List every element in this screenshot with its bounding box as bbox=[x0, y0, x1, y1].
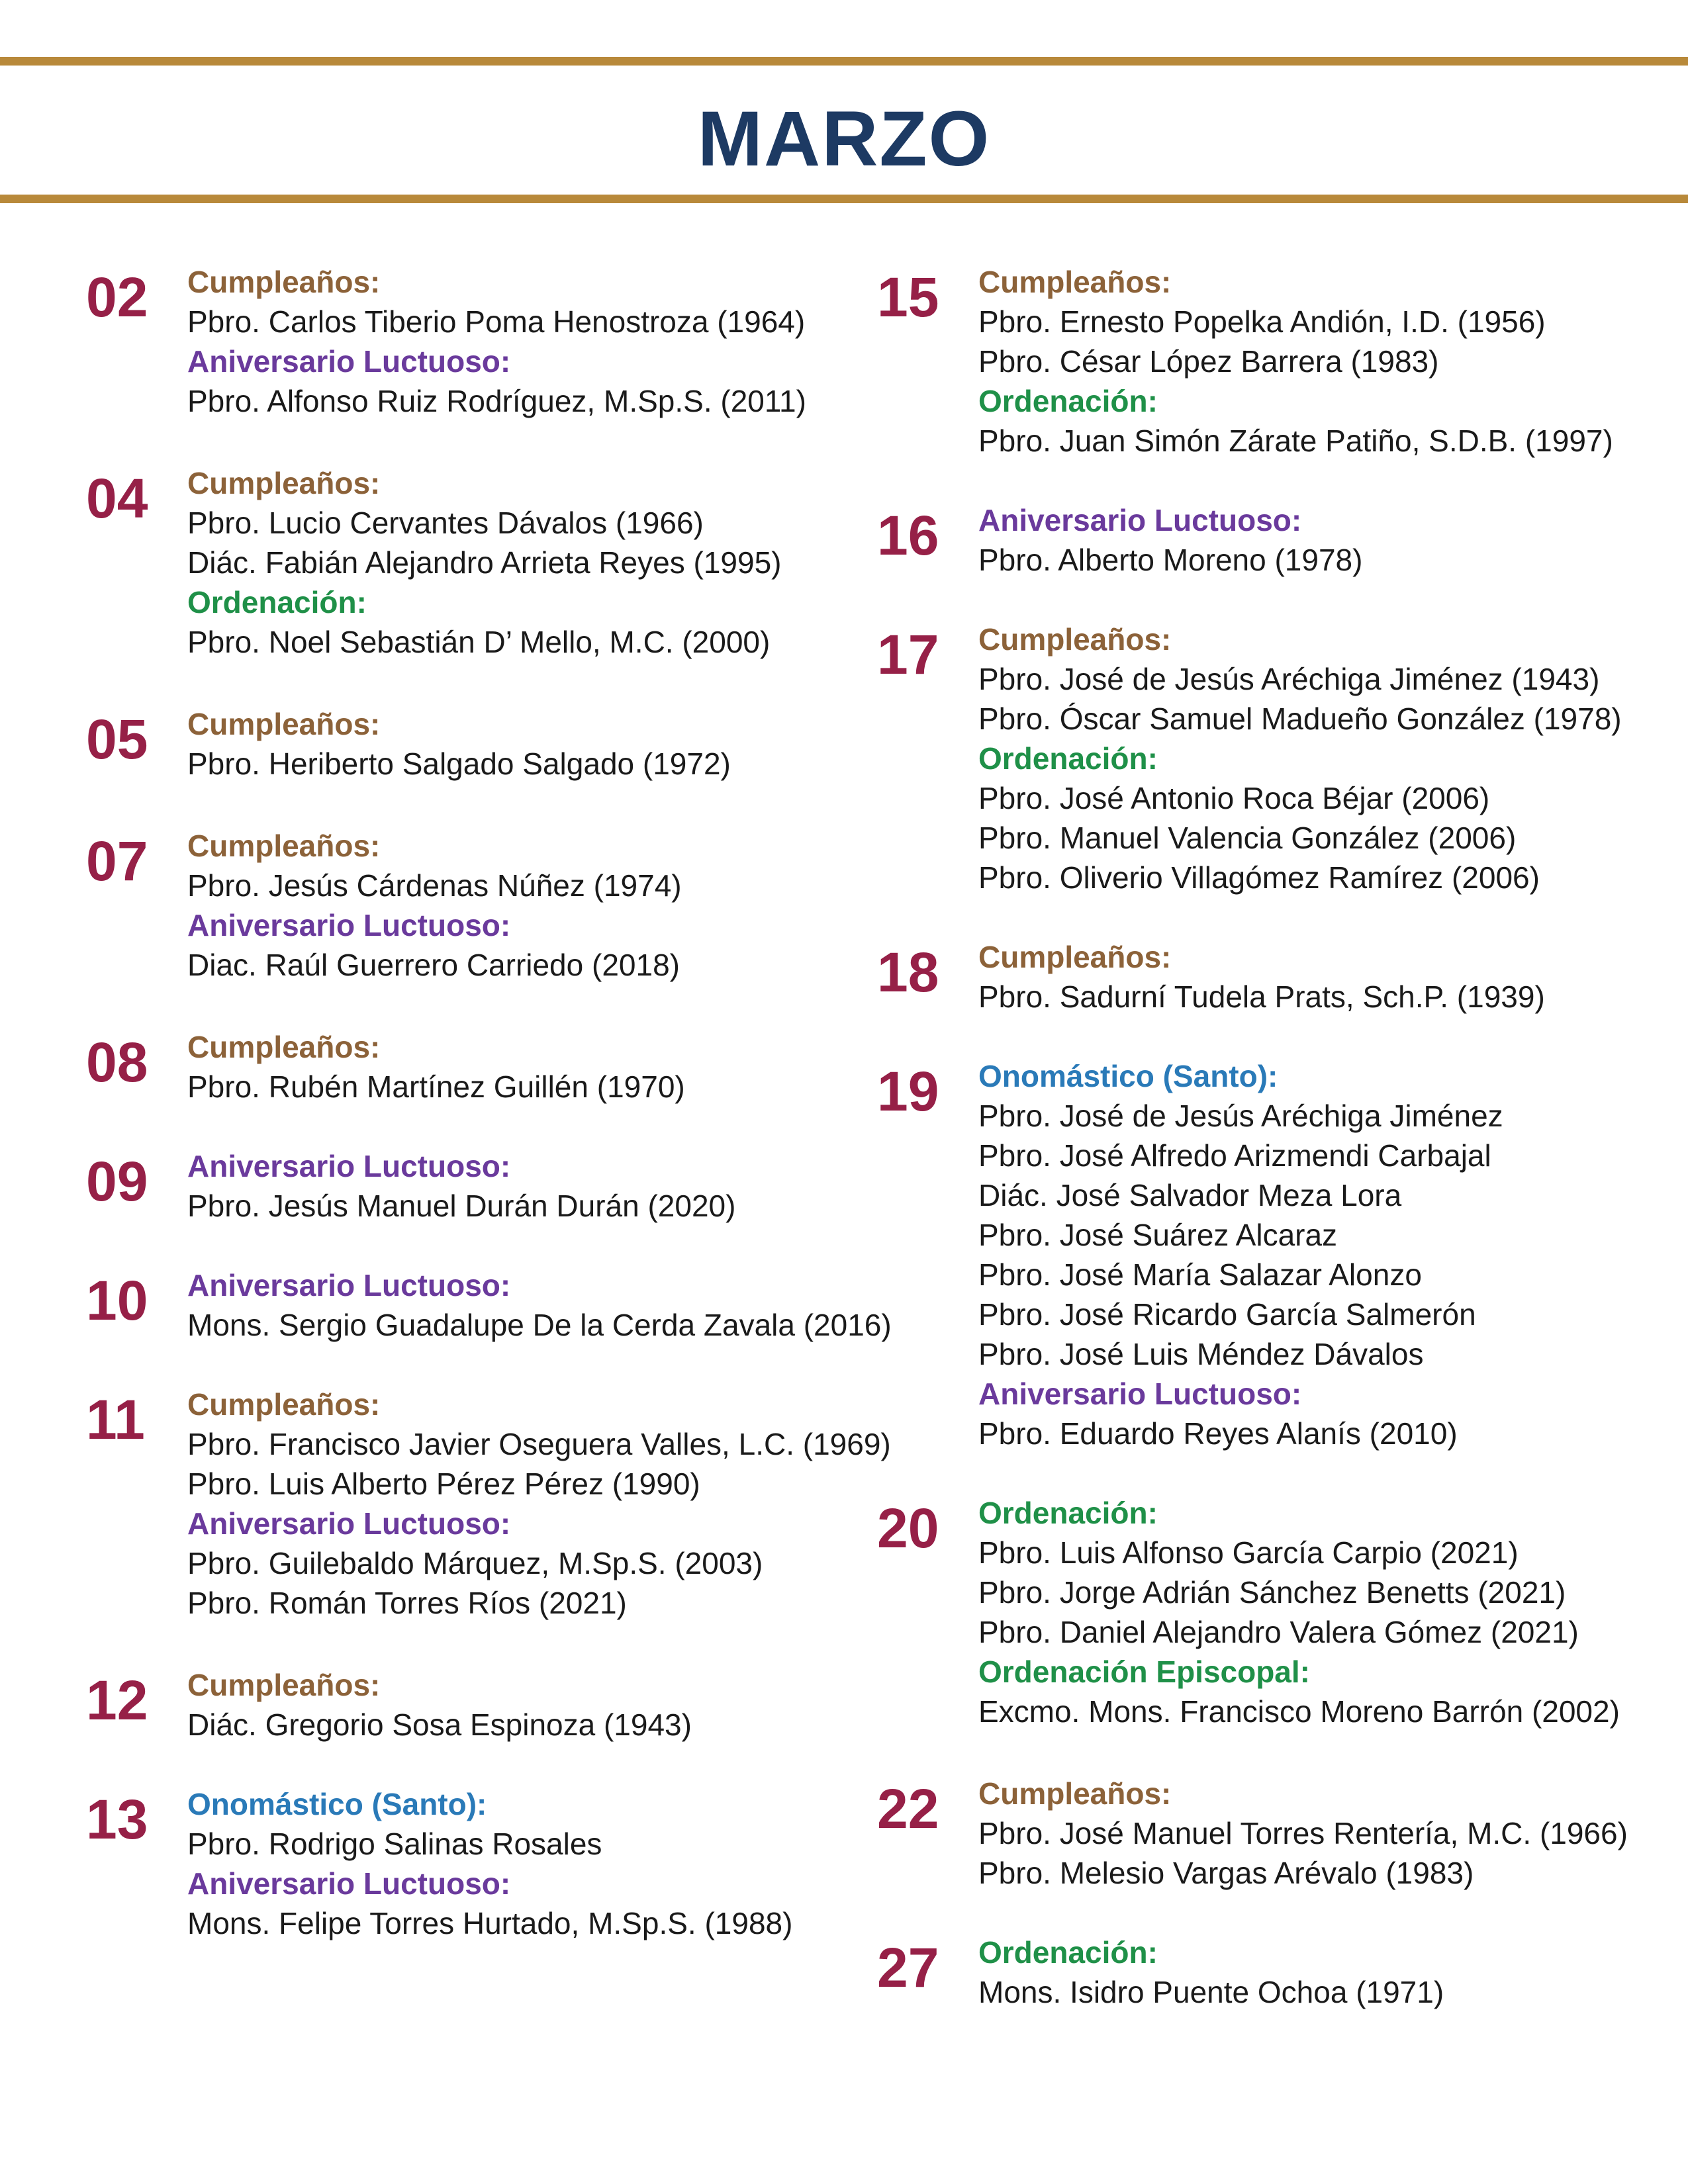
person-name: Pbro. Guilebaldo Márquez, M.Sp.S. (2003) bbox=[187, 1546, 763, 1580]
category-onomastico: Onomástico (Santo): bbox=[187, 1787, 487, 1821]
category-ordenacion: Ordenación: bbox=[978, 384, 1158, 418]
day-number: 12 bbox=[86, 1669, 148, 1731]
person-name: Mons. Isidro Puente Ochoa (1971) bbox=[978, 1975, 1444, 2009]
category-aniversario-luctuoso: Aniversario Luctuoso: bbox=[978, 503, 1302, 537]
person-name: Pbro. Jorge Adrián Sánchez Benetts (2021) bbox=[978, 1575, 1566, 1610]
page-title: MARZO bbox=[697, 95, 991, 183]
category-cumpleanos: Cumpleaños: bbox=[978, 940, 1172, 974]
person-name: Diác. Fabián Alejandro Arrieta Reyes (1995) bbox=[187, 545, 782, 580]
person-name: Pbro. Juan Simón Zárate Patiño, S.D.B. (1997) bbox=[978, 424, 1613, 458]
person-name: Mons. Sergio Guadalupe De la Cerda Zavala (2016) bbox=[187, 1308, 892, 1342]
person-name: Pbro. José Ricardo García Salmerón bbox=[978, 1297, 1476, 1332]
date-entry-27 bbox=[877, 1933, 1671, 2012]
category-ordenacion: Ordenación Episcopal: bbox=[978, 1655, 1310, 1689]
date-entry-10 bbox=[86, 1265, 892, 1345]
category-cumpleanos: Cumpleaños: bbox=[187, 265, 381, 299]
header-top-rule bbox=[0, 57, 1688, 66]
right-column bbox=[877, 262, 1671, 2012]
day-number: 05 bbox=[86, 708, 148, 770]
person-name: Pbro. Oliverio Villagómez Ramírez (2006) bbox=[978, 860, 1540, 895]
header-bottom-rule bbox=[0, 195, 1688, 203]
category-cumpleanos: Cumpleaños: bbox=[187, 1387, 381, 1422]
person-name: Pbro. Francisco Javier Oseguera Valles, L.C. (1969) bbox=[187, 1427, 891, 1461]
person-name: Pbro. Heriberto Salgado Salgado (1972) bbox=[187, 747, 731, 781]
category-cumpleanos: Cumpleaños: bbox=[187, 707, 381, 741]
person-name: Pbro. Manuel Valencia González (2006) bbox=[978, 821, 1517, 855]
day-number: 19 bbox=[877, 1060, 939, 1122]
person-name: Pbro. Luis Alberto Pérez Pérez (1990) bbox=[187, 1467, 700, 1501]
date-entry-07 bbox=[86, 826, 861, 985]
day-number: 16 bbox=[877, 504, 939, 567]
day-number: 13 bbox=[86, 1788, 148, 1850]
person-name: Pbro. Luis Alfonso García Carpio (2021) bbox=[978, 1535, 1519, 1570]
person-name: Pbro. Eduardo Reyes Alanís (2010) bbox=[978, 1416, 1458, 1451]
person-name: Pbro. José de Jesús Aréchiga Jiménez (1943) bbox=[978, 662, 1600, 696]
person-name: Pbro. Noel Sebastián D’ Mello, M.C. (2000) bbox=[187, 625, 771, 659]
person-name: Pbro. Rubén Martínez Guillén (1970) bbox=[187, 1069, 685, 1104]
date-entry-11 bbox=[86, 1385, 891, 1623]
date-entry-09 bbox=[86, 1146, 861, 1226]
person-name: Pbro. Alberto Moreno (1978) bbox=[978, 543, 1363, 577]
date-entry-04 bbox=[86, 463, 861, 662]
day-number: 07 bbox=[86, 830, 148, 892]
date-entry-05 bbox=[86, 704, 861, 784]
date-entry-22 bbox=[877, 1774, 1671, 1893]
person-name: Pbro. Daniel Alejandro Valera Gómez (2021) bbox=[978, 1615, 1579, 1649]
day-number: 20 bbox=[877, 1497, 939, 1559]
category-ordenacion: Ordenación: bbox=[978, 741, 1158, 776]
person-name: Excmo. Mons. Francisco Moreno Barrón (2002) bbox=[978, 1694, 1620, 1729]
person-name: Pbro. José Antonio Roca Béjar (2006) bbox=[978, 781, 1490, 815]
person-name: Pbro. José de Jesús Aréchiga Jiménez bbox=[978, 1099, 1503, 1133]
date-entry-02 bbox=[86, 262, 861, 421]
category-aniversario-luctuoso: Aniversario Luctuoso: bbox=[187, 1268, 511, 1302]
person-name: Pbro. José Alfredo Arizmendi Carbajal bbox=[978, 1138, 1491, 1173]
date-entry-16 bbox=[877, 500, 1671, 580]
category-aniversario-luctuoso: Aniversario Luctuoso: bbox=[187, 1866, 511, 1901]
person-name: Pbro. Román Torres Ríos (2021) bbox=[187, 1586, 627, 1620]
day-number: 15 bbox=[877, 266, 939, 328]
person-name: Pbro. Rodrigo Salinas Rosales bbox=[187, 1827, 602, 1861]
person-name: Pbro. José Suárez Alcaraz bbox=[978, 1218, 1338, 1252]
person-name: Pbro. Lucio Cervantes Dávalos (1966) bbox=[187, 506, 704, 540]
date-entry-12 bbox=[86, 1665, 861, 1745]
person-name: Diác. José Salvador Meza Lora bbox=[978, 1178, 1402, 1212]
person-name: Mons. Felipe Torres Hurtado, M.Sp.S. (1988) bbox=[187, 1906, 793, 1940]
category-cumpleanos: Cumpleaños: bbox=[187, 829, 381, 863]
category-aniversario-luctuoso: Aniversario Luctuoso: bbox=[187, 1506, 511, 1541]
category-ordenacion: Ordenación: bbox=[978, 1935, 1158, 1970]
person-name: Pbro. Carlos Tiberio Poma Henostroza (1964) bbox=[187, 304, 806, 339]
day-number: 10 bbox=[86, 1269, 148, 1332]
day-number: 04 bbox=[86, 467, 148, 529]
date-entry-13 bbox=[86, 1784, 861, 1943]
category-aniversario-luctuoso: Aniversario Luctuoso: bbox=[187, 344, 511, 379]
person-name: Pbro. José María Salazar Alonzo bbox=[978, 1257, 1422, 1292]
day-number: 27 bbox=[877, 1936, 939, 1999]
category-aniversario-luctuoso: Aniversario Luctuoso: bbox=[187, 1149, 511, 1183]
day-number: 02 bbox=[86, 266, 148, 328]
person-name: Diác. Gregorio Sosa Espinoza (1943) bbox=[187, 1707, 692, 1742]
category-cumpleanos: Cumpleaños: bbox=[978, 622, 1172, 657]
category-cumpleanos: Cumpleaños: bbox=[978, 265, 1172, 299]
category-ordenacion: Ordenación: bbox=[187, 585, 367, 619]
person-name: Pbro. Melesio Vargas Arévalo (1983) bbox=[978, 1856, 1474, 1890]
person-name: Pbro. César López Barrera (1983) bbox=[978, 344, 1439, 379]
left-column bbox=[86, 262, 892, 1943]
date-entry-08 bbox=[86, 1027, 861, 1107]
person-name: Pbro. Óscar Samuel Madueño González (1978) bbox=[978, 702, 1622, 736]
day-number: 11 bbox=[86, 1388, 145, 1451]
person-name: Pbro. Alfonso Ruiz Rodríguez, M.Sp.S. (2011) bbox=[187, 384, 806, 418]
date-entry-19 bbox=[877, 1056, 1671, 1453]
category-onomastico: Onomástico (Santo): bbox=[978, 1059, 1278, 1093]
person-name: Pbro. Ernesto Popelka Andión, I.D. (1956) bbox=[978, 304, 1546, 339]
date-entry-20 bbox=[877, 1493, 1671, 1731]
day-number: 18 bbox=[877, 941, 939, 1003]
person-name: Diac. Raúl Guerrero Carriedo (2018) bbox=[187, 948, 680, 982]
category-cumpleanos: Cumpleaños: bbox=[978, 1776, 1172, 1811]
day-number: 22 bbox=[877, 1778, 939, 1840]
person-name: Pbro. Jesús Cárdenas Núñez (1974) bbox=[187, 868, 682, 903]
category-aniversario-luctuoso: Aniversario Luctuoso: bbox=[187, 908, 511, 942]
person-name: Pbro. José Manuel Torres Rentería, M.C. (1966) bbox=[978, 1816, 1628, 1850]
category-cumpleanos: Cumpleaños: bbox=[187, 1668, 381, 1702]
person-name: Pbro. Jesús Manuel Durán Durán (2020) bbox=[187, 1189, 736, 1223]
day-number: 17 bbox=[877, 623, 939, 686]
category-aniversario-luctuoso: Aniversario Luctuoso: bbox=[978, 1377, 1302, 1411]
day-number: 09 bbox=[86, 1150, 148, 1212]
date-entry-17 bbox=[877, 619, 1671, 897]
date-entry-15 bbox=[877, 262, 1671, 461]
category-ordenacion: Ordenación: bbox=[978, 1496, 1158, 1530]
person-name: Pbro. José Luis Méndez Dávalos bbox=[978, 1337, 1424, 1371]
category-cumpleanos: Cumpleaños: bbox=[187, 1030, 381, 1064]
date-entry-18 bbox=[877, 937, 1671, 1017]
person-name: Pbro. Sadurní Tudela Prats, Sch.P. (1939) bbox=[978, 979, 1545, 1014]
day-number: 08 bbox=[86, 1031, 148, 1093]
category-cumpleanos: Cumpleaños: bbox=[187, 466, 381, 500]
